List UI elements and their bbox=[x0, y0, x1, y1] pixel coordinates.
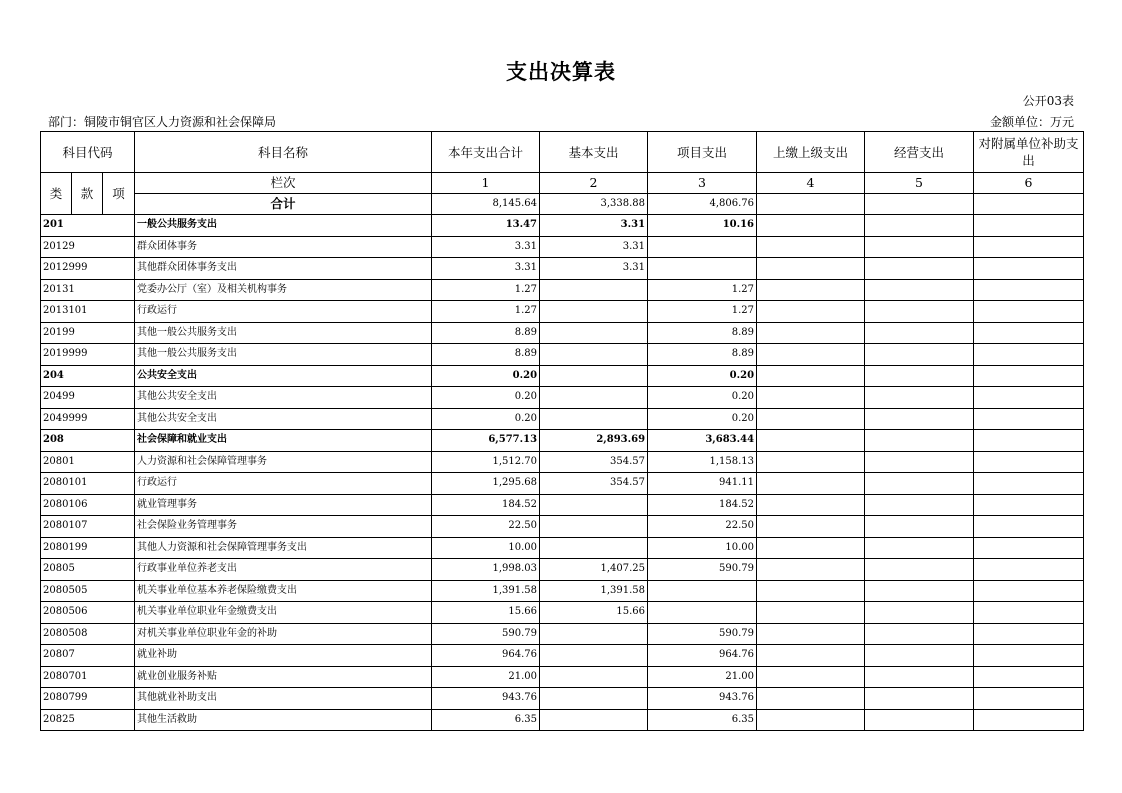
total-row bbox=[41, 194, 1084, 215]
row-subsidy bbox=[974, 516, 1084, 538]
table-row bbox=[41, 387, 1084, 409]
row-name: 群众团体事务 bbox=[135, 236, 432, 258]
row-total: 590.79 bbox=[432, 623, 540, 645]
row-business bbox=[865, 344, 974, 366]
row-project: 943.76 bbox=[648, 688, 757, 710]
header-name: 科目名称 bbox=[135, 132, 432, 173]
total-subsidy bbox=[974, 194, 1084, 215]
row-name: 就业补助 bbox=[135, 645, 432, 667]
row-project: 1,158.13 bbox=[648, 451, 757, 473]
row-code: 20805 bbox=[41, 559, 135, 581]
page-title: 支出决算表 bbox=[506, 60, 616, 84]
row-business bbox=[865, 279, 974, 301]
row-subsidy bbox=[974, 430, 1084, 452]
row-subsidy bbox=[974, 645, 1084, 667]
row-total: 8.89 bbox=[432, 322, 540, 344]
row-basic bbox=[540, 645, 648, 667]
row-name: 机关事业单位基本养老保险缴费支出 bbox=[135, 580, 432, 602]
row-business bbox=[865, 430, 974, 452]
row-code: 20801 bbox=[41, 451, 135, 473]
row-total: 1,512.70 bbox=[432, 451, 540, 473]
row-project: 8.89 bbox=[648, 322, 757, 344]
row-business bbox=[865, 322, 974, 344]
row-project: 0.20 bbox=[648, 365, 757, 387]
row-business bbox=[865, 301, 974, 323]
header-xiang: 项 bbox=[103, 173, 135, 215]
row-subsidy bbox=[974, 602, 1084, 624]
table-row bbox=[41, 516, 1084, 538]
column-number-row bbox=[41, 173, 1084, 194]
row-basic bbox=[540, 322, 648, 344]
row-basic: 354.57 bbox=[540, 473, 648, 495]
row-total: 943.76 bbox=[432, 688, 540, 710]
row-upper bbox=[757, 623, 865, 645]
row-name: 其他群众团体事务支出 bbox=[135, 258, 432, 280]
row-upper bbox=[757, 215, 865, 237]
total-label: 合计 bbox=[135, 194, 432, 215]
row-business bbox=[865, 473, 974, 495]
row-code: 2019999 bbox=[41, 344, 135, 366]
row-upper bbox=[757, 494, 865, 516]
row-subsidy bbox=[974, 387, 1084, 409]
table-row bbox=[41, 215, 1084, 237]
row-subsidy bbox=[974, 473, 1084, 495]
row-subsidy bbox=[974, 301, 1084, 323]
row-total: 21.00 bbox=[432, 666, 540, 688]
row-project bbox=[648, 602, 757, 624]
row-basic bbox=[540, 537, 648, 559]
row-upper bbox=[757, 473, 865, 495]
row-business bbox=[865, 215, 974, 237]
row-code: 2080101 bbox=[41, 473, 135, 495]
table-row bbox=[41, 301, 1084, 323]
row-code: 2013101 bbox=[41, 301, 135, 323]
row-business bbox=[865, 387, 974, 409]
row-upper bbox=[757, 279, 865, 301]
row-upper bbox=[757, 344, 865, 366]
row-code: 2080505 bbox=[41, 580, 135, 602]
row-code: 204 bbox=[41, 365, 135, 387]
row-subsidy bbox=[974, 279, 1084, 301]
row-upper bbox=[757, 688, 865, 710]
row-upper bbox=[757, 365, 865, 387]
table-row bbox=[41, 408, 1084, 430]
row-upper bbox=[757, 236, 865, 258]
row-basic bbox=[540, 365, 648, 387]
row-subsidy bbox=[974, 494, 1084, 516]
row-code: 20129 bbox=[41, 236, 135, 258]
table-row bbox=[41, 494, 1084, 516]
row-project: 22.50 bbox=[648, 516, 757, 538]
row-total: 15.66 bbox=[432, 602, 540, 624]
row-business bbox=[865, 408, 974, 430]
row-project: 964.76 bbox=[648, 645, 757, 667]
row-subsidy bbox=[974, 559, 1084, 581]
row-name: 其他生活救助 bbox=[135, 709, 432, 731]
row-upper bbox=[757, 709, 865, 731]
row-basic bbox=[540, 623, 648, 645]
row-upper bbox=[757, 559, 865, 581]
header-row bbox=[41, 132, 1084, 173]
header-total: 本年支出合计 bbox=[432, 132, 540, 173]
row-upper bbox=[757, 516, 865, 538]
header-lanci: 栏次 bbox=[135, 173, 432, 194]
row-total: 1.27 bbox=[432, 279, 540, 301]
row-upper bbox=[757, 301, 865, 323]
row-name: 就业创业服务补贴 bbox=[135, 666, 432, 688]
column-number-2: 2 bbox=[540, 173, 648, 194]
row-basic: 3.31 bbox=[540, 236, 648, 258]
row-subsidy bbox=[974, 236, 1084, 258]
row-project: 21.00 bbox=[648, 666, 757, 688]
total-upper bbox=[757, 194, 865, 215]
table-row bbox=[41, 258, 1084, 280]
column-number-3: 3 bbox=[648, 173, 757, 194]
row-upper bbox=[757, 258, 865, 280]
column-number-1: 1 bbox=[432, 173, 540, 194]
row-name: 机关事业单位职业年金缴费支出 bbox=[135, 602, 432, 624]
table-row bbox=[41, 430, 1084, 452]
form-number: 公开03表 bbox=[1022, 94, 1074, 108]
row-code: 2012999 bbox=[41, 258, 135, 280]
table-row bbox=[41, 666, 1084, 688]
row-business bbox=[865, 602, 974, 624]
row-project: 590.79 bbox=[648, 559, 757, 581]
total-amount: 8,145.64 bbox=[432, 194, 540, 215]
row-business bbox=[865, 516, 974, 538]
row-total: 1,391.58 bbox=[432, 580, 540, 602]
table-row bbox=[41, 623, 1084, 645]
row-upper bbox=[757, 580, 865, 602]
row-project: 3,683.44 bbox=[648, 430, 757, 452]
row-basic: 3.31 bbox=[540, 215, 648, 237]
header-upper: 上缴上级支出 bbox=[757, 132, 865, 173]
row-business bbox=[865, 666, 974, 688]
row-basic bbox=[540, 494, 648, 516]
column-number-5: 5 bbox=[865, 173, 974, 194]
row-total: 0.20 bbox=[432, 408, 540, 430]
row-name: 其他公共安全支出 bbox=[135, 387, 432, 409]
row-subsidy bbox=[974, 580, 1084, 602]
row-total: 6,577.13 bbox=[432, 430, 540, 452]
table-row bbox=[41, 580, 1084, 602]
table-row bbox=[41, 709, 1084, 731]
row-upper bbox=[757, 387, 865, 409]
row-code: 2080107 bbox=[41, 516, 135, 538]
row-upper bbox=[757, 408, 865, 430]
row-name: 公共安全支出 bbox=[135, 365, 432, 387]
row-business bbox=[865, 494, 974, 516]
expenditure-table bbox=[40, 131, 1084, 731]
row-basic: 2,893.69 bbox=[540, 430, 648, 452]
table-row bbox=[41, 602, 1084, 624]
row-name: 对机关事业单位职业年金的补助 bbox=[135, 623, 432, 645]
row-code: 2080799 bbox=[41, 688, 135, 710]
row-basic bbox=[540, 301, 648, 323]
row-basic bbox=[540, 279, 648, 301]
header-code: 科目代码 bbox=[41, 132, 135, 173]
row-business bbox=[865, 580, 974, 602]
row-basic bbox=[540, 387, 648, 409]
row-total: 22.50 bbox=[432, 516, 540, 538]
table-row bbox=[41, 645, 1084, 667]
row-name: 行政运行 bbox=[135, 301, 432, 323]
row-total: 8.89 bbox=[432, 344, 540, 366]
row-name: 一般公共服务支出 bbox=[135, 215, 432, 237]
row-upper bbox=[757, 537, 865, 559]
row-basic bbox=[540, 709, 648, 731]
row-name: 行政事业单位养老支出 bbox=[135, 559, 432, 581]
header-business: 经营支出 bbox=[865, 132, 974, 173]
row-subsidy bbox=[974, 344, 1084, 366]
row-total: 0.20 bbox=[432, 365, 540, 387]
row-basic bbox=[540, 666, 648, 688]
row-total: 964.76 bbox=[432, 645, 540, 667]
row-code: 20825 bbox=[41, 709, 135, 731]
column-number-6: 6 bbox=[974, 173, 1084, 194]
row-project bbox=[648, 236, 757, 258]
row-subsidy bbox=[974, 451, 1084, 473]
row-total: 3.31 bbox=[432, 258, 540, 280]
row-name: 其他一般公共服务支出 bbox=[135, 322, 432, 344]
row-basic: 1,407.25 bbox=[540, 559, 648, 581]
row-name: 就业管理事务 bbox=[135, 494, 432, 516]
row-code: 20807 bbox=[41, 645, 135, 667]
row-project: 6.35 bbox=[648, 709, 757, 731]
row-project: 0.20 bbox=[648, 408, 757, 430]
table-row bbox=[41, 279, 1084, 301]
row-business bbox=[865, 258, 974, 280]
row-code: 20131 bbox=[41, 279, 135, 301]
row-project bbox=[648, 258, 757, 280]
row-total: 1.27 bbox=[432, 301, 540, 323]
row-code: 2080106 bbox=[41, 494, 135, 516]
row-upper bbox=[757, 666, 865, 688]
row-total: 3.31 bbox=[432, 236, 540, 258]
row-name: 其他一般公共服务支出 bbox=[135, 344, 432, 366]
row-subsidy bbox=[974, 709, 1084, 731]
row-code: 208 bbox=[41, 430, 135, 452]
row-total: 13.47 bbox=[432, 215, 540, 237]
row-business bbox=[865, 537, 974, 559]
row-subsidy bbox=[974, 408, 1084, 430]
total-business bbox=[865, 194, 974, 215]
row-project: 941.11 bbox=[648, 473, 757, 495]
row-project: 1.27 bbox=[648, 301, 757, 323]
row-basic bbox=[540, 408, 648, 430]
row-code: 2080508 bbox=[41, 623, 135, 645]
total-basic: 3,338.88 bbox=[540, 194, 648, 215]
row-business bbox=[865, 451, 974, 473]
row-upper bbox=[757, 430, 865, 452]
row-upper bbox=[757, 451, 865, 473]
row-project: 0.20 bbox=[648, 387, 757, 409]
header-project: 项目支出 bbox=[648, 132, 757, 173]
row-project: 590.79 bbox=[648, 623, 757, 645]
row-name: 人力资源和社会保障管理事务 bbox=[135, 451, 432, 473]
row-basic: 354.57 bbox=[540, 451, 648, 473]
total-project: 4,806.76 bbox=[648, 194, 757, 215]
header-subsidy: 对附属单位补助支出 bbox=[974, 132, 1084, 173]
table-row bbox=[41, 559, 1084, 581]
row-name: 其他就业补助支出 bbox=[135, 688, 432, 710]
row-business bbox=[865, 645, 974, 667]
header-basic: 基本支出 bbox=[540, 132, 648, 173]
table-row bbox=[41, 236, 1084, 258]
row-business bbox=[865, 559, 974, 581]
row-subsidy bbox=[974, 688, 1084, 710]
table-row bbox=[41, 322, 1084, 344]
row-name: 其他人力资源和社会保障管理事务支出 bbox=[135, 537, 432, 559]
row-project: 10.16 bbox=[648, 215, 757, 237]
row-code: 20499 bbox=[41, 387, 135, 409]
row-subsidy bbox=[974, 258, 1084, 280]
row-business bbox=[865, 623, 974, 645]
row-code: 2049999 bbox=[41, 408, 135, 430]
row-total: 1,998.03 bbox=[432, 559, 540, 581]
row-subsidy bbox=[974, 215, 1084, 237]
table-row bbox=[41, 451, 1084, 473]
table-row bbox=[41, 688, 1084, 710]
row-project bbox=[648, 580, 757, 602]
row-total: 6.35 bbox=[432, 709, 540, 731]
amount-unit-label: 金额单位：万元 bbox=[989, 115, 1074, 129]
department-label: 部门：铜陵市铜官区人力资源和社会保障局 bbox=[48, 115, 277, 129]
header-kuan: 款 bbox=[72, 173, 103, 215]
row-name: 其他公共安全支出 bbox=[135, 408, 432, 430]
row-subsidy bbox=[974, 365, 1084, 387]
table-row bbox=[41, 537, 1084, 559]
row-code: 2080701 bbox=[41, 666, 135, 688]
row-code: 20199 bbox=[41, 322, 135, 344]
row-name: 社会保障和就业支出 bbox=[135, 430, 432, 452]
header-lei: 类 bbox=[41, 173, 72, 215]
row-basic bbox=[540, 516, 648, 538]
row-subsidy bbox=[974, 623, 1084, 645]
row-business bbox=[865, 688, 974, 710]
row-subsidy bbox=[974, 537, 1084, 559]
row-subsidy bbox=[974, 666, 1084, 688]
row-subsidy bbox=[974, 322, 1084, 344]
row-code: 201 bbox=[41, 215, 135, 237]
row-total: 0.20 bbox=[432, 387, 540, 409]
row-basic: 1,391.58 bbox=[540, 580, 648, 602]
table-row bbox=[41, 344, 1084, 366]
row-project: 184.52 bbox=[648, 494, 757, 516]
row-total: 10.00 bbox=[432, 537, 540, 559]
row-basic bbox=[540, 688, 648, 710]
row-upper bbox=[757, 645, 865, 667]
row-upper bbox=[757, 322, 865, 344]
row-name: 社会保险业务管理事务 bbox=[135, 516, 432, 538]
row-basic: 15.66 bbox=[540, 602, 648, 624]
row-business bbox=[865, 236, 974, 258]
row-code: 2080506 bbox=[41, 602, 135, 624]
row-name: 行政运行 bbox=[135, 473, 432, 495]
row-basic bbox=[540, 344, 648, 366]
row-business bbox=[865, 709, 974, 731]
row-total: 184.52 bbox=[432, 494, 540, 516]
row-name: 党委办公厅（室）及相关机构事务 bbox=[135, 279, 432, 301]
row-project: 1.27 bbox=[648, 279, 757, 301]
table-row bbox=[41, 365, 1084, 387]
table-row bbox=[41, 473, 1084, 495]
column-number-4: 4 bbox=[757, 173, 865, 194]
row-basic: 3.31 bbox=[540, 258, 648, 280]
row-business bbox=[865, 365, 974, 387]
row-project: 8.89 bbox=[648, 344, 757, 366]
row-total: 1,295.68 bbox=[432, 473, 540, 495]
row-upper bbox=[757, 602, 865, 624]
row-project: 10.00 bbox=[648, 537, 757, 559]
row-code: 2080199 bbox=[41, 537, 135, 559]
